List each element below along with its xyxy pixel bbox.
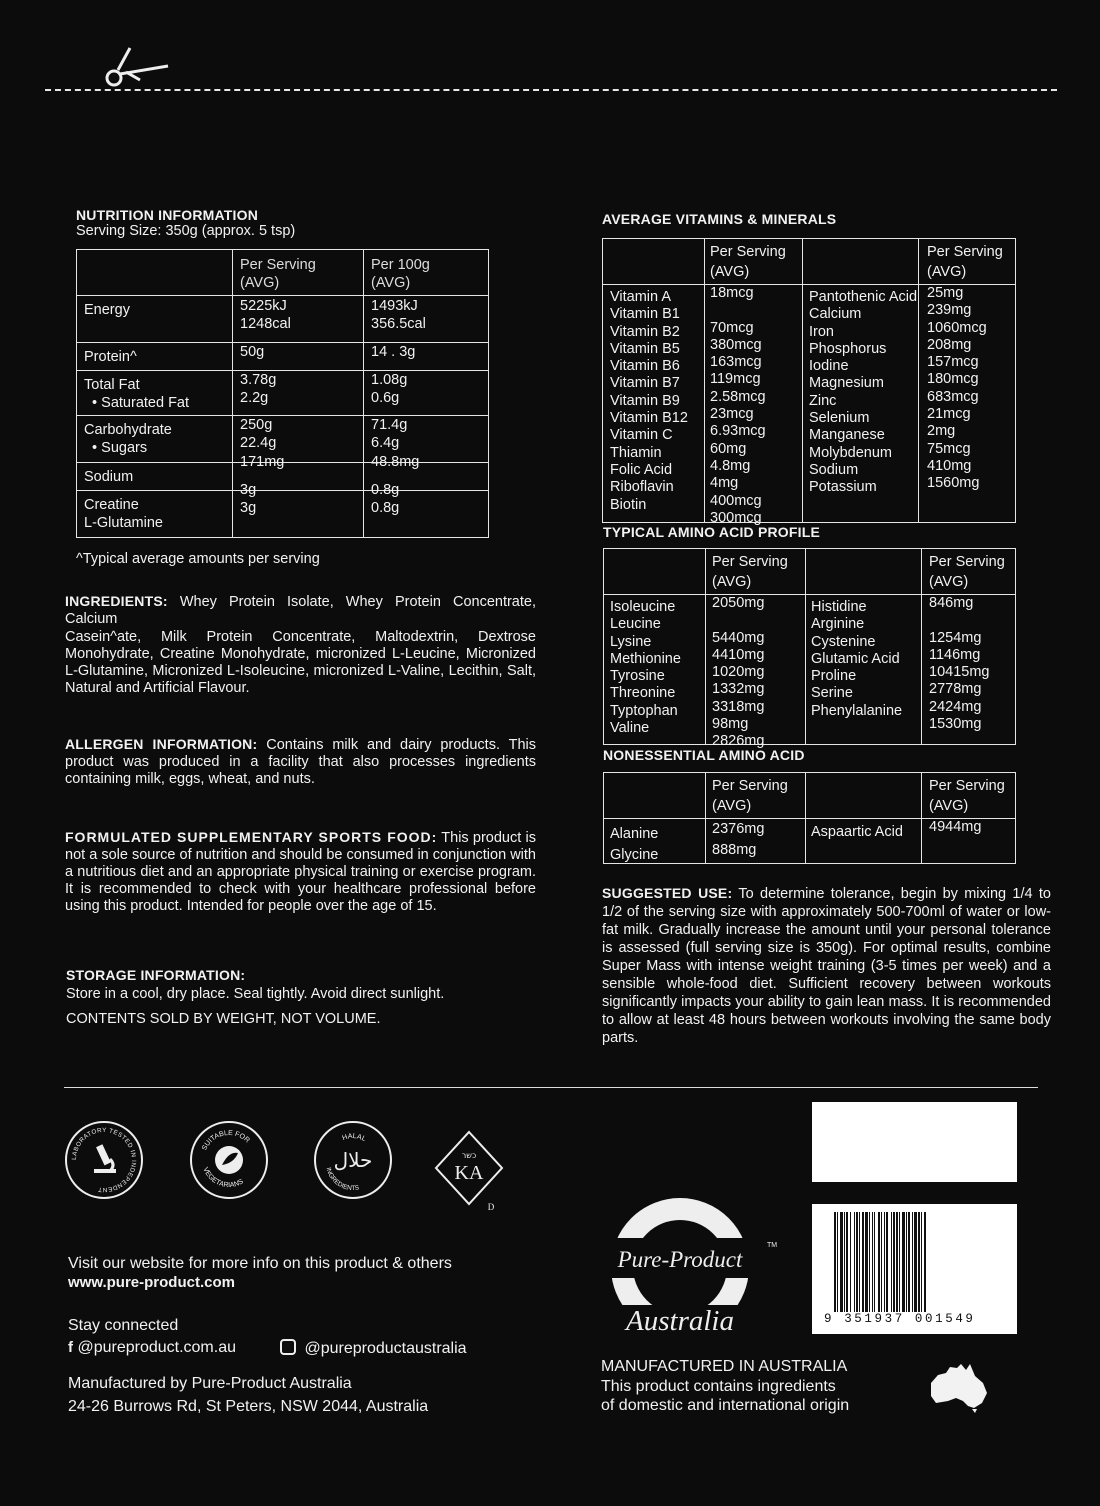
row-label: Sodium: [84, 469, 134, 485]
barcode-bar: [899, 1212, 900, 1312]
kosher-hebrew-text: כשר: [461, 1151, 477, 1160]
facebook-icon: f: [68, 1339, 73, 1356]
nonessential-values: 2376mg 888mg: [712, 821, 765, 858]
svg-text:HALAL: [341, 1133, 366, 1143]
origin-line-1: This product contains ingredients: [601, 1378, 836, 1395]
brand-name: Pure-Product: [617, 1247, 743, 1272]
nonessential-values-right: 4944mg: [929, 819, 982, 835]
nonessential-names: Alanine Glycine: [610, 826, 659, 863]
cell: 50g: [240, 344, 265, 360]
cell: 0.8g: [371, 500, 400, 516]
col-header: Per Serving (AVG): [712, 778, 788, 814]
microscope-icon: [94, 1144, 116, 1173]
barcode-bar: [906, 1212, 907, 1312]
vegetarian-badge: [190, 1121, 268, 1199]
barcode-bar: [896, 1212, 898, 1312]
halal-top-text: HALAL: [341, 1133, 367, 1144]
cell: 0.8g: [371, 482, 400, 498]
vitamins-table: [602, 238, 1016, 526]
instagram-icon: [280, 1339, 296, 1355]
veg-bottom-text: VEGETARIANS: [201, 1166, 245, 1190]
mineral-values: 25mg 239mg 1060mcg 208mg 157mcg 180mcg 683mcg 21mcg 2mg 75mcg 410mg 1560mg: [927, 285, 987, 492]
barcode-bar: [918, 1212, 920, 1312]
website-link[interactable]: www.pure-product.com: [68, 1274, 235, 1291]
formulated-info: [65, 829, 536, 915]
vitamins-title: AVERAGE VITAMINS & MINERALS: [602, 211, 837, 227]
suggested-heading: SUGGESTED USE:: [602, 885, 733, 901]
barcode-bar: [908, 1212, 910, 1312]
allergen-heading: ALLERGEN INFORMATION:: [65, 736, 258, 752]
serving-size: Serving Size: 350g (approx. 5 tsp): [76, 223, 296, 239]
amino-names: Isoleucine Leucine Lysine Methionine Tyrosine Threonine Typtophan Valine: [610, 599, 681, 737]
suggested-text: To determine tolerance, begin by mixing 1/4 to 1/2 of the serving size with approximately 500-700ml of water or low-fat milk. Gradually increase the amount until your personal tolerance is assessed (full serving size is 350g). For optimal results, combine Super Mass with intense weight training (3-5 times per week) and a sensible whole-food diet. Sufficient recovery between workouts significantly impacts your ability to gain lean mass. It is recommended to allow at least 48 hours between workouts involving the same body parts.: [602, 886, 1051, 1046]
cell: 356.5cal: [371, 316, 426, 332]
nutrition-title: NUTRITION INFORMATION: [76, 207, 259, 223]
kosher-d-text: D: [487, 1202, 495, 1212]
halal-badge: [314, 1121, 392, 1199]
cell: 48.8mg: [371, 454, 420, 470]
barcode-bar: [886, 1212, 888, 1312]
col-header-sub: (AVG): [240, 275, 280, 291]
row-label: Creatine: [84, 497, 139, 513]
col-header: Per Serving (AVG): [929, 778, 1005, 814]
halal-arabic-text: حلال: [333, 1148, 373, 1172]
suggested-use: [602, 884, 1051, 1047]
barcode-bar: [837, 1212, 838, 1312]
weight-note: CONTENTS SOLD BY WEIGHT, NOT VOLUME.: [66, 1011, 381, 1027]
barcode-bar: [912, 1212, 913, 1312]
cell: 14 . 3g: [371, 344, 416, 360]
cell: 5225kJ: [240, 298, 287, 314]
vitamin-values: 18mcg 70mcg 380mcg 163mcg 119mcg 2.58mcg 23mcg 6.93mcg 60mg 4.8mg 4mg 400mcg 300mcg: [710, 285, 766, 526]
barcode-bar: [846, 1212, 848, 1312]
barcode-bar: [881, 1212, 882, 1312]
table-row: [77, 296, 489, 343]
barcode-bar: [865, 1212, 868, 1312]
cell: 1493kJ: [371, 298, 418, 314]
cell: 171mg: [240, 454, 285, 470]
barcode-bar: [921, 1212, 922, 1312]
col-header: Per Serving (AVG): [929, 554, 1005, 590]
origin-line-2: of domestic and international origin: [601, 1397, 850, 1414]
brand-sub: Australia: [626, 1305, 734, 1337]
col-header: Per Serving: [240, 257, 316, 273]
col-header: Per Serving (AVG): [712, 554, 788, 590]
vitamin-names: Vitamin A Vitamin B1 Vitamin B2 Vitamin B5 Vitamin B6 Vitamin B7 Vitamin B9 Vitamin B12 Vitamin C Thiamin Folic Acid Riboflavin Biotin: [610, 289, 688, 513]
cell: 2.2g: [240, 390, 269, 406]
row-label: Protein^: [84, 349, 137, 365]
barcode-bar: [914, 1212, 917, 1312]
allergen-info: [65, 736, 536, 788]
barcode-bar: [891, 1212, 892, 1312]
manufacturer: Manufactured by Pure-Product Australia: [68, 1375, 352, 1392]
visit-text: Visit our website for more info on this product & others: [68, 1255, 452, 1272]
lab-tested-badge: [65, 1121, 143, 1199]
cell: 0.6g: [371, 390, 400, 406]
barcode-bar: [878, 1212, 880, 1312]
barcode-bar: [850, 1212, 851, 1312]
nonessential-table: [603, 772, 1016, 864]
stay-connected: Stay connected: [68, 1317, 179, 1334]
barcode-bar: [834, 1212, 836, 1312]
nonessential-title: NONESSENTIAL AMINO ACID: [603, 747, 805, 763]
table-row: [77, 371, 489, 416]
barcode-bar: [893, 1212, 895, 1312]
barcode-bar: [874, 1212, 875, 1312]
formulated-text: This product is not a sole source of nutrition and should be consumed in conjunction with a nutritious diet and an appropriate physical training or exercise program. It is recommended to check with your healthcare professional before using this product. Intended for people over the age of 15.: [65, 830, 536, 914]
cell: 3g: [240, 500, 257, 516]
nonessential-names-right: Aspaartic Acid: [811, 824, 903, 840]
divider: [64, 1087, 1038, 1088]
ingredients-text: Whey Protein Isolate, Whey Protein Concentrate, Calcium: [65, 594, 536, 627]
instagram-link[interactable]: [280, 1339, 467, 1358]
ingredients-line1: [65, 593, 536, 628]
cell: 250g: [240, 417, 273, 433]
halal-bottom-text: INGREDIENTS: [324, 1166, 360, 1193]
barcode-number: 9 351937 001549: [824, 1312, 976, 1326]
row-label: L-Glutamine: [84, 515, 163, 531]
row-label: • Sugars: [84, 440, 148, 456]
row-label: • Saturated Fat: [84, 395, 190, 411]
instagram-handle: @pureproductaustralia: [304, 1340, 467, 1357]
cell: 3.78g: [240, 372, 277, 388]
barcode-bar: [869, 1212, 870, 1312]
amino-table: [603, 548, 1016, 750]
barcode-bar: [859, 1212, 860, 1312]
trademark: TM: [767, 1242, 778, 1249]
facebook-link[interactable]: [68, 1339, 236, 1357]
scissors-icon: [100, 44, 172, 90]
barcode-bar: [854, 1212, 855, 1312]
facebook-handle: @pureproduct.com.au: [77, 1339, 236, 1356]
ingredients-body: Casein^ate, Milk Protein Concentrate, Maltodextrin, Dextrose Monohydrate, Creatine Monohydrate, micronized L-Leucine, Micronized L-Glutamine, Micronized L-Isoleucine, micronized L-Valine, Lecithin, Salt, Natural and Artificial Flavour.: [65, 629, 536, 696]
amino-title: TYPICAL AMINO ACID PROFILE: [603, 524, 821, 540]
cell: 6.4g: [371, 435, 400, 451]
cut-line: [45, 89, 1057, 91]
amino-values-right: 846mg 1254mg 1146mg 10415mg 2778mg 2424mg 1530mg: [929, 595, 990, 733]
cell: 71.4g: [371, 417, 408, 433]
cell: 3g: [240, 482, 257, 498]
cell: 1.08g: [371, 372, 408, 388]
formulated-heading: FORMULATED SUPPLEMENTARY SPORTS FOOD:: [65, 829, 438, 845]
kosher-badge: [434, 1130, 504, 1212]
cell: 1248cal: [240, 316, 291, 332]
col-header-sub: (AVG): [371, 275, 411, 291]
cell: 22.4g: [240, 435, 277, 451]
col-header: Per Serving (AVG): [710, 244, 786, 280]
barcode-bar: [856, 1212, 858, 1312]
lot-number-box: [812, 1102, 1017, 1182]
amino-names-right: Histidine Arginine Cystenine Glutamic Acid Proline Serine Phenylalanine: [811, 599, 903, 719]
table-row: [77, 491, 489, 538]
lab-tested-text: LABORATORY TESTED IN INDEPENDENT: [70, 1126, 138, 1194]
row-label: Total Fat: [84, 377, 140, 393]
australia-map-icon: [928, 1361, 990, 1413]
pure-product-logo: [600, 1195, 780, 1340]
barcode-bar: [902, 1212, 905, 1312]
address: 24-26 Burrows Rd, St Peters, NSW 2044, Australia: [68, 1398, 429, 1415]
barcode-bar: [924, 1212, 926, 1312]
barcode-bar: [840, 1212, 843, 1312]
made-in: MANUFACTURED IN AUSTRALIA: [601, 1358, 848, 1375]
kosher-text: KA: [454, 1162, 484, 1184]
ingredients-heading: INGREDIENTS:: [65, 593, 168, 609]
barcode-bar: [872, 1212, 873, 1312]
storage-heading: STORAGE INFORMATION:: [66, 967, 246, 983]
barcode: [812, 1204, 1017, 1334]
nutrition-table: [76, 249, 489, 538]
row-label: Carbohydrate: [84, 422, 172, 438]
nutrition-footnote: ^Typical average amounts per serving: [76, 551, 320, 567]
table-row: [77, 343, 489, 371]
barcode-bar: [844, 1212, 845, 1312]
veg-top-text: SUITABLE FOR: [201, 1129, 251, 1152]
mineral-names: Pantothenic Acid Calcium Iron Phosphorus Iodine Magnesium Zinc Selenium Manganese Molybdenum Sodium Potassium: [809, 289, 918, 496]
row-label: Energy: [84, 302, 130, 318]
amino-values: 2050mg 5440mg 4410mg 1020mg 1332mg 3318mg 98mg 2826mg: [712, 595, 765, 750]
storage-text: Store in a cool, dry place. Seal tightly. Avoid direct sunlight.: [66, 986, 445, 1002]
col-header: Per 100g: [371, 257, 430, 273]
barcode-bar: [862, 1212, 864, 1312]
col-header: Per Serving (AVG): [927, 244, 1003, 280]
allergen-text: Contains milk and dairy products. This product was produced in a facility that also processes ingredients containing milk, eggs, wheat, and nuts.: [65, 737, 536, 787]
barcode-bar: [884, 1212, 885, 1312]
